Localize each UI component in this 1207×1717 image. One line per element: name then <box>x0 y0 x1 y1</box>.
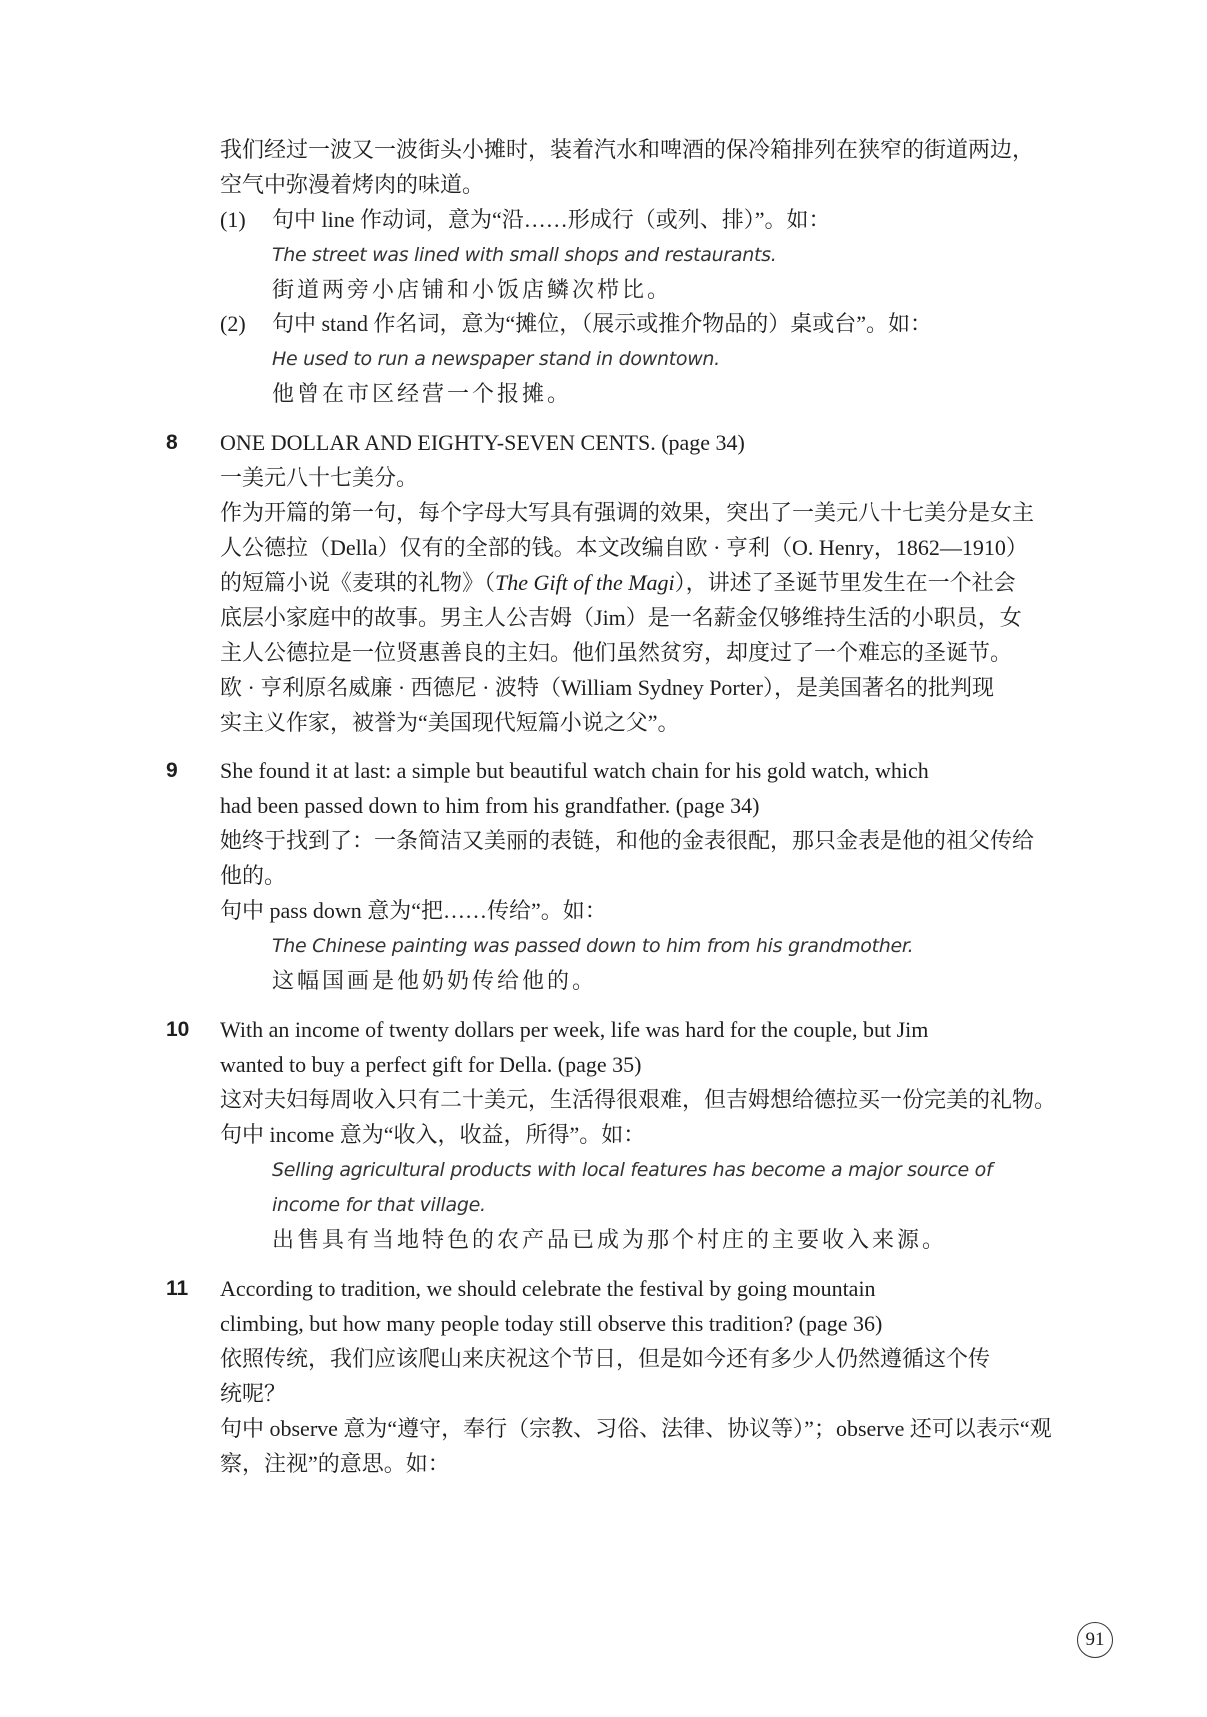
item-11-explanation-1: 句中 observe 意为“遵守，奉行（宗教、习俗、法律、协议等）”；observe 还可以表示“观 <box>220 1416 1052 1441</box>
sub-text-1: 句中 line 作动词，意为“沿……形成行（或列、排）”。如： <box>272 207 831 232</box>
item-8-note-2: 人公德拉（Della）仅有的全部的钱。本文改编自欧 · 亨利（O. Henry，1862—1910） <box>220 535 1028 560</box>
item-9-example-cn: 这幅国画是他奶奶传给他的。 <box>272 968 598 993</box>
item-11-sentence-1: According to tradition, we should celebrate the festival by going mountain <box>220 1276 876 1301</box>
item-9-sentence-2: had been passed down to him from his grandfather. (page 34) <box>220 793 760 818</box>
sub-label-1: (1) <box>220 207 246 232</box>
example-cn-2: 他曾在市区经营一个报摊。 <box>272 381 573 406</box>
item-9-explanation: 句中 pass down 意为“把……传给”。如： <box>220 898 607 923</box>
example-en-2: He used to run a newspaper stand in downtown. <box>272 348 720 370</box>
item-10-example-cn: 出售具有当地特色的农产品已成为那个村庄的主要收入来源。 <box>272 1227 948 1252</box>
item-10-explanation: 句中 income 意为“收入，收益，所得”。如： <box>220 1122 646 1147</box>
intro-line-2: 空气中弥漫着烤肉的味道。 <box>220 172 485 197</box>
item-8-note-5: 主人公德拉是一位贤惠善良的主妇。他们虽然贫穷，却度过了一个难忘的圣诞节。 <box>220 640 1013 665</box>
item-9-number: 9 <box>166 759 178 782</box>
item-9-translation-1: 她终于找到了：一条简洁又美丽的表链，和他的金表很配，那只金表是他的祖父传给 <box>220 828 1035 853</box>
item-9-translation-2: 他的。 <box>220 863 287 888</box>
item-8-heading: ONE DOLLAR AND EIGHTY-SEVEN CENTS. (page 34) <box>220 430 745 455</box>
example-cn-1: 街道两旁小店铺和小饭店鳞次栉比。 <box>272 277 673 302</box>
sub-label-2: (2) <box>220 311 246 336</box>
item-9-sentence-1: She found it at last: a simple but beautiful watch chain for his gold watch, which <box>220 758 929 783</box>
example-en-1: The street was lined with small shops and restaurants. <box>272 244 777 266</box>
item-11-explanation-2: 察，注视”的意思。如： <box>220 1451 450 1476</box>
item-8-translation: 一美元八十七美分。 <box>220 465 419 490</box>
item-10-example-en-1: Selling agricultural products with local features has become a major source of <box>272 1159 993 1181</box>
item-8-note-7: 实主义作家，被誉为“美国现代短篇小说之父”。 <box>220 710 680 735</box>
item-11-sentence-2: climbing, but how many people today still observe this tradition? (page 36) <box>220 1311 883 1336</box>
item-8-note-6: 欧 · 亨利原名威廉 · 西德尼 · 波特（William Sydney Porter），是美国著名的批判现 <box>220 675 994 700</box>
item-10-translation: 这对夫妇每周收入只有二十美元，生活得很艰难，但吉姆想给德拉买一份完美的礼物。 <box>220 1087 1057 1112</box>
book-title: The Gift of the Magi <box>495 570 675 595</box>
item-8-note-3: 的短篇小说《麦琪的礼物》（The Gift of the Magi），讲述了圣诞节里发生在一个社会 <box>220 570 1016 595</box>
page-number: 91 <box>1077 1622 1113 1658</box>
item-10-example-en-2: income for that village. <box>272 1194 486 1216</box>
item-9-example-en: The Chinese painting was passed down to him from his grandmother. <box>272 935 914 957</box>
item-10-sentence-2: wanted to buy a perfect gift for Della. (page 35) <box>220 1052 642 1077</box>
item-10-number: 10 <box>166 1018 190 1041</box>
item-11-translation-1: 依照传统，我们应该爬山来庆祝这个节日，但是如今还有多少人仍然遵循这个传 <box>220 1346 991 1371</box>
sub-text-2: 句中 stand 作名词，意为“摊位，（展示或推介物品的）桌或台”。如： <box>272 311 932 336</box>
item-10-sentence-1: With an income of twenty dollars per week, life was hard for the couple, but Jim <box>220 1017 929 1042</box>
item-8-note-4: 底层小家庭中的故事。男主人公吉姆（Jim）是一名薪金仅够维持生活的小职员，女 <box>220 605 1022 630</box>
item-8-note-1: 作为开篇的第一句，每个字母大写具有强调的效果，突出了一美元八十七美分是女主 <box>220 500 1035 525</box>
item-8-number: 8 <box>166 431 178 454</box>
item-11-number: 11 <box>166 1277 189 1300</box>
item-11-translation-2: 统呢？ <box>220 1381 287 1406</box>
intro-line-1: 我们经过一波又一波街头小摊时，装着汽水和啤酒的保冷箱排列在狭窄的街道两边， <box>220 137 1035 162</box>
